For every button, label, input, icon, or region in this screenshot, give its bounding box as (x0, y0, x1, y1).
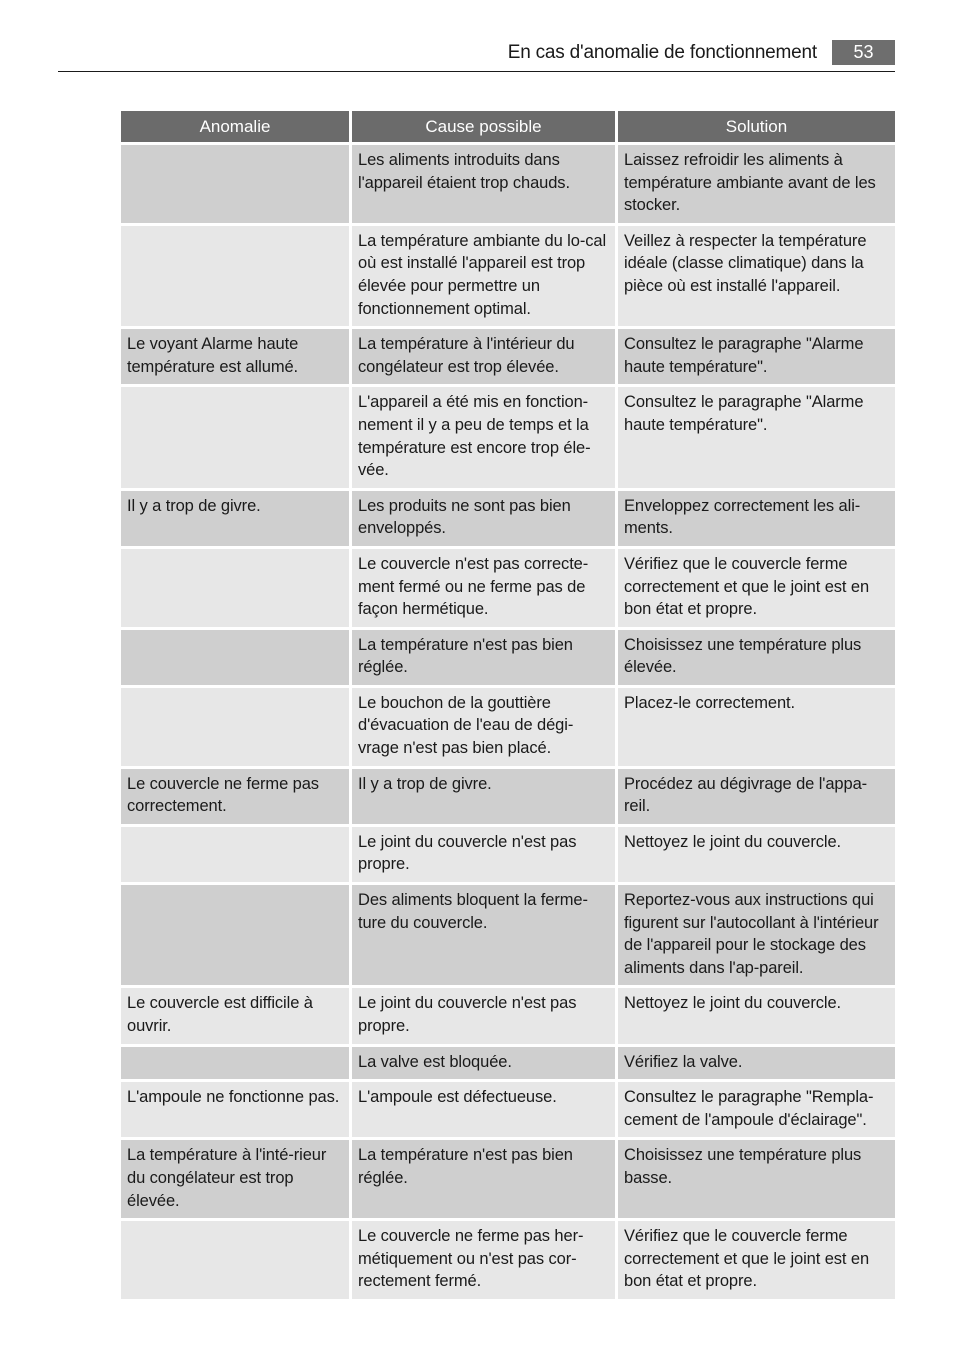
table-row (121, 1047, 895, 1083)
page-header (58, 38, 895, 72)
cause-cell: La température n'est pas bien réglée. (352, 1140, 618, 1221)
solution-cell: Vérifiez la valve. (618, 1047, 895, 1083)
anomaly-cell (121, 1047, 352, 1083)
anomaly-cell (121, 549, 352, 630)
cause-cell: Les aliments introduits dans l'appareil étaient trop chauds. (352, 145, 618, 226)
table-row (121, 827, 895, 885)
cause-cell: Le joint du couvercle n'est pas propre. (352, 827, 618, 885)
table-row (121, 1082, 895, 1140)
solution-cell: Reportez-vous aux instructions qui figurent sur l'autocollant à l'intérieur de l'appareil pour le stockage des aliments dans l'ap-pareil. (618, 885, 895, 988)
cause-cell: Le couvercle ne ferme pas her-métiquement ou n'est pas cor-rectement fermé. (352, 1221, 618, 1302)
anomaly-cell: Le voyant Alarme haute température est allumé. (121, 329, 352, 387)
cause-cell: La température ambiante du lo-cal où est installé l'appareil est trop élevée pour permettre un fonctionnement optimal. (352, 226, 618, 329)
solution-cell: Choisissez une température plus basse. (618, 1140, 895, 1221)
solution-cell: Choisissez une température plus élevée. (618, 630, 895, 688)
header-solution: Solution (618, 111, 895, 145)
table-row (121, 769, 895, 827)
solution-cell: Veillez à respecter la température idéale (classe climatique) dans la pièce où est installé l'appareil. (618, 226, 895, 329)
table-row (121, 491, 895, 549)
anomaly-cell (121, 1221, 352, 1302)
anomaly-cell: L'ampoule ne fonctionne pas. (121, 1082, 352, 1140)
anomaly-cell (121, 630, 352, 688)
cause-cell: Le couvercle n'est pas correcte-ment fermé ou ne ferme pas de façon hermétique. (352, 549, 618, 630)
cause-cell: L'ampoule est défectueuse. (352, 1082, 618, 1140)
cause-cell: Il y a trop de givre. (352, 769, 618, 827)
solution-cell: Vérifiez que le couvercle ferme correctement et que le joint est en bon état et propre. (618, 1221, 895, 1302)
cause-cell: La température à l'intérieur du congélateur est trop élevée. (352, 329, 618, 387)
table-row (121, 630, 895, 688)
troubleshooting-table-container (121, 111, 895, 1302)
solution-cell: Consultez le paragraphe "Rempla-cement de l'ampoule d'éclairage". (618, 1082, 895, 1140)
table-row (121, 1140, 895, 1221)
section-title: En cas d'anomalie de fonctionnement (507, 42, 817, 63)
cause-cell: Les produits ne sont pas bien enveloppés. (352, 491, 618, 549)
solution-cell: Procédez au dégivrage de l'appa-reil. (618, 769, 895, 827)
table-row (121, 885, 895, 988)
table-row (121, 988, 895, 1046)
cause-cell: Le bouchon de la gouttière d'évacuation de l'eau de dégi-vrage n'est pas bien placé. (352, 688, 618, 769)
table-row (121, 329, 895, 387)
cause-cell: Le joint du couvercle n'est pas propre. (352, 988, 618, 1046)
solution-cell: Placez-le correctement. (618, 688, 895, 769)
anomaly-cell (121, 145, 352, 226)
cause-cell: L'appareil a été mis en fonction-nement il y a peu de temps et la température est encore trop éle-vée. (352, 387, 618, 490)
table-row (121, 145, 895, 226)
anomaly-cell (121, 387, 352, 490)
anomaly-cell: Le couvercle est difficile à ouvrir. (121, 988, 352, 1046)
cause-cell: La température n'est pas bien réglée. (352, 630, 618, 688)
anomaly-cell (121, 885, 352, 988)
table-row (121, 387, 895, 490)
solution-cell: Consultez le paragraphe "Alarme haute température". (618, 329, 895, 387)
header-cause: Cause possible (352, 111, 618, 145)
cause-cell: Des aliments bloquent la ferme-ture du couvercle. (352, 885, 618, 988)
solution-cell: Vérifiez que le couvercle ferme correctement et que le joint est en bon état et propre. (618, 549, 895, 630)
anomaly-cell (121, 226, 352, 329)
table-row (121, 549, 895, 630)
solution-cell: Nettoyez le joint du couvercle. (618, 988, 895, 1046)
anomaly-cell (121, 827, 352, 885)
page-number: 53 (832, 40, 895, 65)
solution-cell: Enveloppez correctement les ali-ments. (618, 491, 895, 549)
cause-cell: La valve est bloquée. (352, 1047, 618, 1083)
table-row (121, 688, 895, 769)
solution-cell: Consultez le paragraphe "Alarme haute température". (618, 387, 895, 490)
anomaly-cell: Le couvercle ne ferme pas correctement. (121, 769, 352, 827)
anomaly-cell (121, 688, 352, 769)
troubleshooting-table (121, 111, 895, 1302)
anomaly-cell: La température à l'inté-rieur du congélateur est trop élevée. (121, 1140, 352, 1221)
solution-cell: Laissez refroidir les aliments à température ambiante avant de les stocker. (618, 145, 895, 226)
anomaly-cell: Il y a trop de givre. (121, 491, 352, 549)
table-row (121, 1221, 895, 1302)
table-row (121, 226, 895, 329)
table-header-row (121, 111, 895, 145)
header-anomalie: Anomalie (121, 111, 352, 145)
solution-cell: Nettoyez le joint du couvercle. (618, 827, 895, 885)
